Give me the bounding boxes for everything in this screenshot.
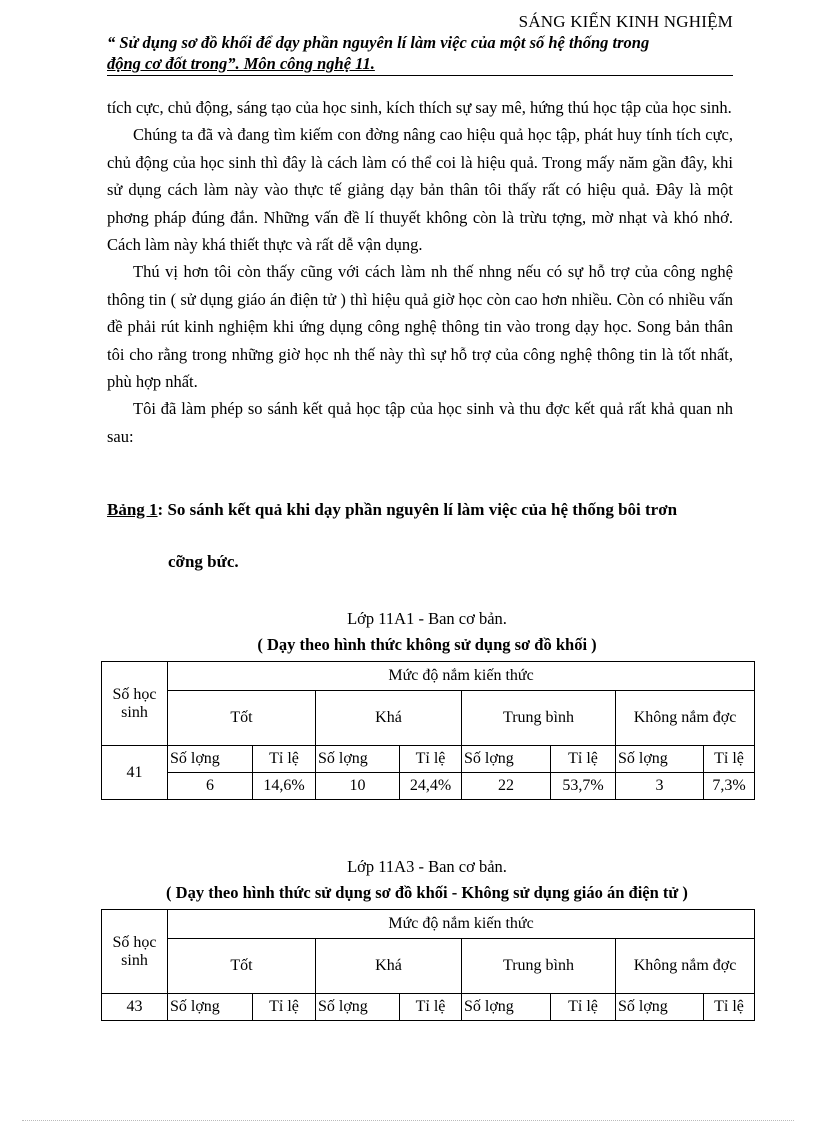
body-text <box>107 94 733 450</box>
paragraph-1: tích cực, chủ động, sáng tạo của học sinh, kích thích sự say mê, hứng thú học tập của học sinh. <box>107 98 732 117</box>
table2-sub-count: Số lợng <box>168 994 253 1021</box>
table2-group-header: Mức độ nắm kiến thức <box>168 910 755 939</box>
table1-students-value: 41 <box>102 746 168 800</box>
table1-subtitle: ( Dạy theo hình thức không sử dụng sơ đồ khối ) <box>257 635 597 654</box>
document-title <box>107 32 733 76</box>
table1-cell: 7,3% <box>704 773 755 800</box>
table2-level-none: Không nắm đợc <box>616 939 755 994</box>
table1-cell: 53,7% <box>551 773 616 800</box>
table2-sub-count: Số lợng <box>462 994 551 1021</box>
table1-cell: 22 <box>462 773 551 800</box>
table2-level-average: Trung bình <box>462 939 616 994</box>
table1-sub-ratio: Tỉ lệ <box>253 746 316 773</box>
table2-sub-ratio: Tỉ lệ <box>704 994 755 1021</box>
table2-subtitle: ( Dạy theo hình thức sử dụng sơ đồ khối - Không sử dụng giáo án điện tử ) <box>166 883 688 902</box>
table-caption <box>107 496 733 524</box>
table1-sub-count: Số lợng <box>462 746 551 773</box>
table2-level-good: Tốt <box>168 939 316 994</box>
table-caption-line2: cỡng bức. <box>168 552 239 571</box>
page-bottom-divider <box>22 1120 794 1121</box>
table2-title: Lớp 11A3 - Ban cơ bản. <box>347 857 507 876</box>
table2-sub-ratio: Tỉ lệ <box>253 994 316 1021</box>
document-title-line2: động cơ đốt trong”. Môn công nghệ 11. <box>107 54 375 73</box>
table1-cell: 3 <box>616 773 704 800</box>
table1-sub-count: Số lợng <box>316 746 400 773</box>
page-header <box>107 12 733 76</box>
paragraph-3: Thú vị hơn tôi còn thấy cũng với cách làm nh thế nhng nếu có sự hỗ trợ của công nghệ thông tin ( sử dụng giáo án điện tử ) thì hiệu quả giờ học còn cao hơn nhiều. Còn có nhiều vấn đề phải rút kinh nghiệm khi ứng dụng công nghệ thông tin vào trong dạy học. Song bản thân tôi cho rằng trong những giờ học nh thế này thì sự hỗ trợ của công nghệ thông tin là tốt nhất, phù hợp nhất. <box>107 262 733 392</box>
table2-sub-count: Số lợng <box>316 994 400 1021</box>
table1-sub-count: Số lợng <box>168 746 253 773</box>
table1-group-header: Mức độ nắm kiến thức <box>168 662 755 691</box>
table1-cell: 24,4% <box>400 773 462 800</box>
table2-sub-ratio: Tỉ lệ <box>400 994 462 1021</box>
table1-level-average: Trung bình <box>462 691 616 746</box>
table1-title: Lớp 11A1 - Ban cơ bản. <box>347 609 507 628</box>
table1-sub-ratio: Tỉ lệ <box>551 746 616 773</box>
header-label: SÁNG KIẾN KINH NGHIỆM <box>518 12 733 31</box>
table2-students-value: 43 <box>102 994 168 1021</box>
table1-cell: 14,6% <box>253 773 316 800</box>
paragraph-4: Tôi đã làm phép so sánh kết quả học tập của học sinh và thu đợc kết quả rất khả quan nh sau: <box>107 399 733 446</box>
table2-level-fair: Khá <box>316 939 462 994</box>
table1-cell: 10 <box>316 773 400 800</box>
table1-cell: 6 <box>168 773 253 800</box>
table1-level-fair: Khá <box>316 691 462 746</box>
paragraph-2: Chúng ta đã và đang tìm kiếm con đờng nâng cao hiệu quả học tập, phát huy tính tích cực, chủ động của học sinh thì đây là cách làm có thể coi là hiệu quả. Trong mấy năm gần đây, khi sử dụng cách làm này vào thực tế giảng dạy bản thân tôi thấy rất có hiệu quả. Đây là một phơng pháp đúng đắn. Những vấn đề lí thuyết không còn là trừu tợng, mờ nhạt và khó nhớ. Cách làm này khá thiết thực và rất dễ vận dụng. <box>107 125 733 255</box>
document-title-line1: “ Sử dụng sơ đồ khối để dạy phần nguyên lí làm việc của một số hệ thống trong <box>107 33 650 52</box>
table1-sub-ratio: Tỉ lệ <box>704 746 755 773</box>
table1-level-none: Không nắm đợc <box>616 691 755 746</box>
table1 <box>101 661 755 800</box>
table1-students-header: Số học sinh <box>102 662 168 746</box>
table2-sub-ratio: Tỉ lệ <box>551 994 616 1021</box>
table1-sub-ratio: Tỉ lệ <box>400 746 462 773</box>
table1-sub-count: Số lợng <box>616 746 704 773</box>
table2-students-header: Số học sinh <box>102 910 168 994</box>
table-caption-text: : So sánh kết quả khi dạy phần nguyên lí làm việc của hệ thống bôi trơn <box>157 500 678 519</box>
table-caption-label: Bảng 1 <box>107 500 158 519</box>
table2 <box>101 909 755 1021</box>
table1-level-good: Tốt <box>168 691 316 746</box>
table2-sub-count: Số lợng <box>616 994 704 1021</box>
